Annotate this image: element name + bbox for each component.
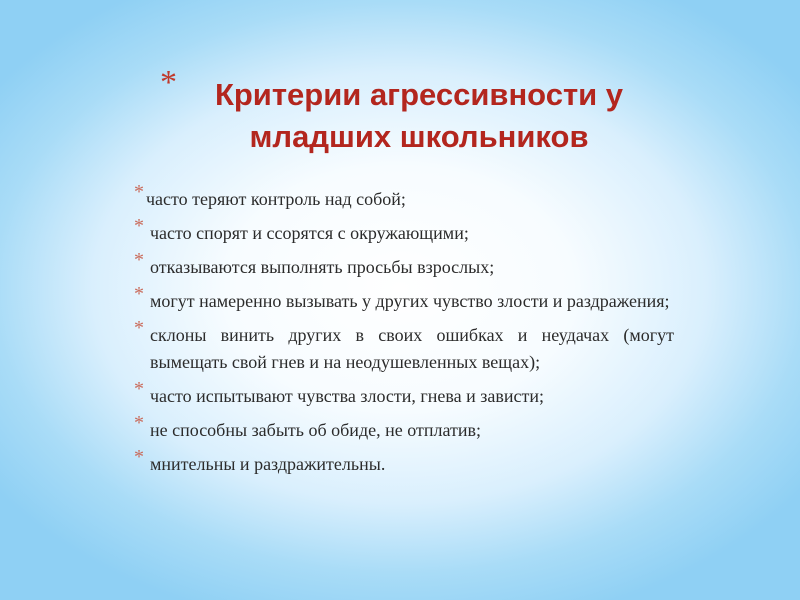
list-item-text: мнительны и раздражительны.	[150, 454, 386, 474]
bullet-icon: *	[134, 412, 144, 434]
list-item	[134, 215, 674, 247]
bullet-icon: *	[134, 249, 144, 271]
bullet-icon: *	[134, 283, 144, 305]
list-item-text: могут намеренно вызывать у других чувство злости и раздражения;	[150, 291, 670, 311]
bullet-icon: *	[134, 181, 144, 203]
bullet-icon: *	[134, 378, 144, 400]
bullet-icon: *	[134, 215, 144, 237]
list-item-text: часто испытывают чувства злости, гнева и зависти;	[150, 386, 544, 406]
list-item-text: часто теряют контроль над собой;	[146, 189, 406, 209]
bullet-icon: *	[134, 317, 144, 339]
bullet-icon: *	[134, 446, 144, 468]
slide-title: Критерии агрессивности у младших школьников	[214, 77, 624, 154]
list-item-text: склоны винить других в своих ошибках и неудачах (могут вымещать свой гнев и на неодушевленных вещах);	[150, 325, 674, 372]
list-item	[134, 378, 674, 410]
list-item	[134, 181, 674, 213]
list-item	[134, 317, 674, 376]
criteria-list	[134, 181, 674, 485]
list-item	[134, 283, 674, 315]
list-item-text: не способны забыть об обиде, не отплатив;	[150, 420, 481, 440]
title-bullet-icon: *	[160, 64, 177, 101]
list-item	[134, 412, 674, 444]
list-item	[134, 249, 674, 281]
list-item-text: часто спорят и ссорятся с окружающими;	[150, 223, 469, 243]
list-item-text: отказываются выполнять просьбы взрослых;	[150, 257, 495, 277]
list-item	[134, 446, 674, 478]
